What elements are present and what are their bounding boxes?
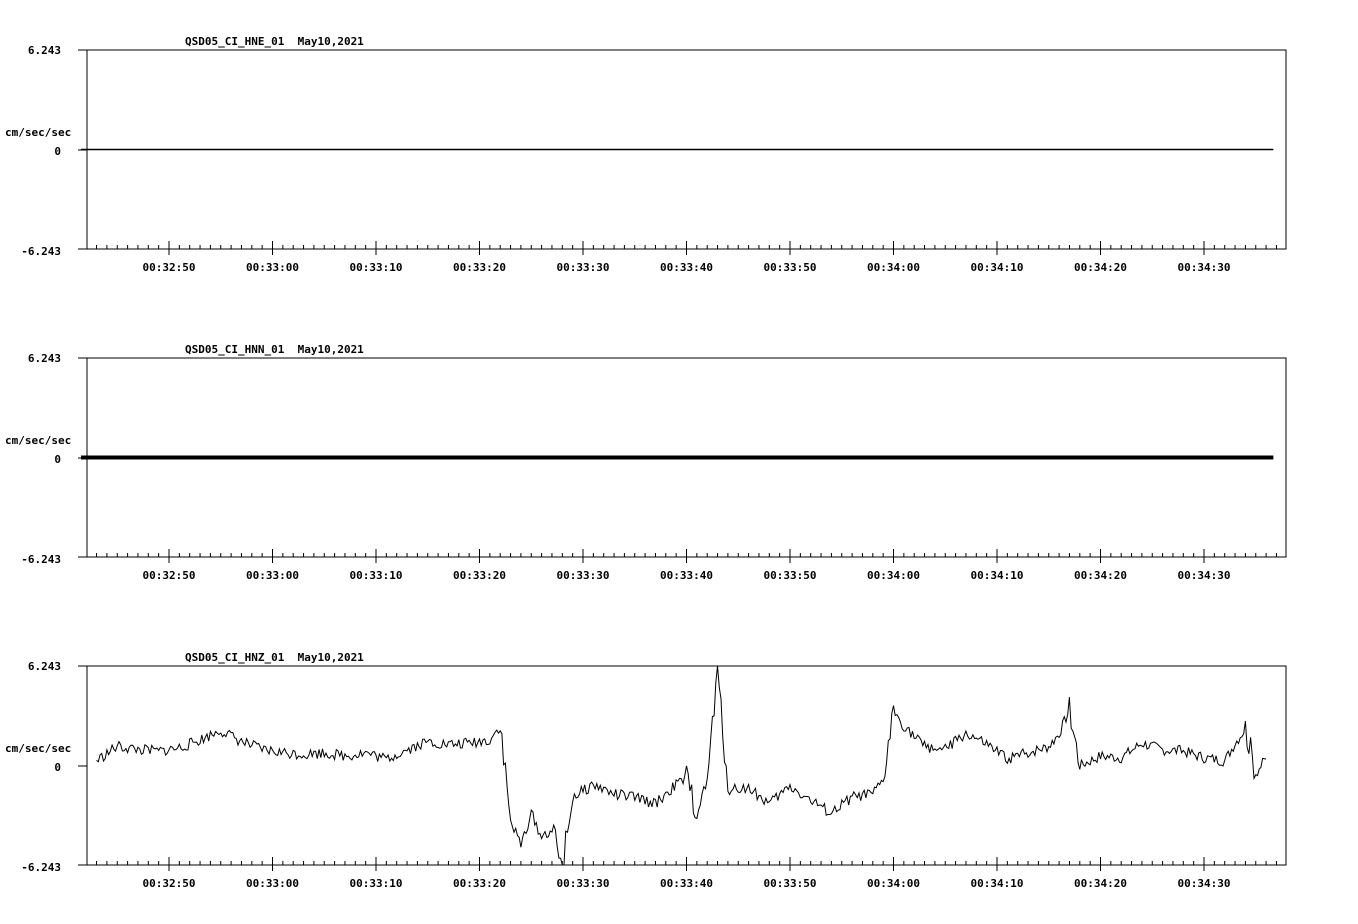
x-tick-label: 00:33:10	[349, 261, 403, 274]
x-ticks	[97, 857, 1277, 871]
y-tick-label-top: 6.243	[27, 660, 61, 673]
x-tick-label: 00:33:00	[246, 877, 299, 890]
y-tick-label-zero: 0	[54, 761, 61, 774]
x-tick-label: 00:34:00	[867, 261, 920, 274]
x-tick-label: 00:33:40	[660, 261, 713, 274]
x-tick-labels	[143, 877, 1231, 890]
x-tick-label: 00:33:50	[763, 569, 817, 582]
y-tick-label-top: 6.243	[27, 44, 61, 57]
y-tick-label-top: 6.243	[27, 352, 61, 365]
y-axis-label: cm/sec/sec	[5, 126, 72, 139]
x-tick-label: 00:33:20	[453, 569, 506, 582]
chart-title: QSD05_CI_HNN_01 May10,2021	[185, 343, 364, 356]
panel-hnn	[5, 343, 1286, 582]
x-tick-label: 00:34:10	[970, 569, 1024, 582]
x-tick-label: 00:34:10	[970, 877, 1024, 890]
x-tick-label: 00:34:30	[1177, 877, 1231, 890]
x-tick-label: 00:34:10	[970, 261, 1024, 274]
x-tick-label: 00:33:20	[453, 877, 506, 890]
x-ticks	[97, 549, 1277, 563]
x-tick-label: 00:33:30	[556, 877, 610, 890]
x-tick-label: 00:33:40	[660, 569, 713, 582]
plot-frame	[87, 666, 1286, 865]
x-tick-label: 00:33:20	[453, 261, 506, 274]
y-tick-label-bottom: -6.243	[21, 245, 61, 258]
x-tick-label: 00:33:00	[246, 261, 299, 274]
x-tick-label: 00:33:50	[763, 877, 817, 890]
x-tick-label: 00:34:30	[1177, 569, 1231, 582]
y-tick-label-bottom: -6.243	[21, 553, 61, 566]
y-axis-label: cm/sec/sec	[5, 434, 72, 447]
x-tick-label: 00:32:50	[142, 261, 196, 274]
x-tick-label: 00:34:00	[867, 569, 920, 582]
x-tick-label: 00:34:30	[1177, 261, 1231, 274]
x-tick-label: 00:33:40	[660, 877, 713, 890]
y-axis-label: cm/sec/sec	[5, 742, 72, 755]
x-tick-labels	[143, 261, 1231, 274]
chart-title: QSD05_CI_HNZ_01 May10,2021	[185, 651, 364, 664]
x-ticks	[97, 241, 1277, 255]
x-tick-label: 00:34:20	[1074, 877, 1127, 890]
y-tick-label-bottom: -6.243	[21, 861, 61, 874]
x-tick-label: 00:34:20	[1074, 569, 1127, 582]
x-tick-label: 00:32:50	[142, 569, 196, 582]
x-tick-label: 00:33:50	[763, 261, 817, 274]
panel-hne	[5, 35, 1286, 274]
trace-hnz	[97, 666, 1267, 865]
chart-title: QSD05_CI_HNE_01 May10,2021	[185, 35, 364, 48]
panel-hnz	[5, 651, 1286, 890]
x-tick-label: 00:33:00	[246, 569, 299, 582]
x-tick-label: 00:33:10	[349, 877, 403, 890]
x-tick-label: 00:33:10	[349, 569, 403, 582]
x-tick-labels	[143, 569, 1231, 582]
x-tick-label: 00:33:30	[556, 569, 610, 582]
x-tick-label: 00:34:20	[1074, 261, 1127, 274]
x-tick-label: 00:34:00	[867, 877, 920, 890]
y-tick-label-zero: 0	[54, 145, 61, 158]
y-tick-label-zero: 0	[54, 453, 61, 466]
x-tick-label: 00:33:30	[556, 261, 610, 274]
x-tick-label: 00:32:50	[142, 877, 196, 890]
